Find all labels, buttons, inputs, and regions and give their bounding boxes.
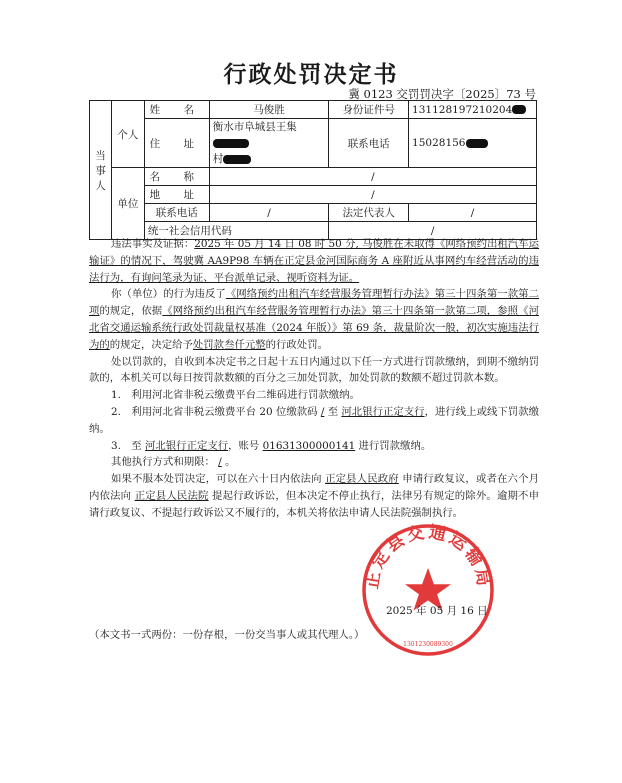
text: 至 — [327, 405, 339, 418]
document-title: 行政处罚决定书 — [223, 62, 399, 88]
text: 提起行政诉讼，但本决定不停止执行，法律另有规定的除外。逾期不申请行政复议、不提起行政诉讼又不履行的，本机关将依法申请人民法院强制执行。 — [89, 489, 539, 519]
violation-paragraph — [89, 286, 539, 353]
other-execution — [89, 454, 539, 471]
redaction-mark — [213, 139, 249, 148]
bank-name: 河北银行正定支行 — [341, 405, 425, 418]
court: 正定县人民法院 — [134, 489, 209, 502]
text: 如果不服本处罚决定，可以在六十日内依法向 — [111, 473, 322, 486]
bank-name: 河北银行正定支行 — [145, 439, 229, 452]
bank-account: 01631300000141 — [262, 439, 356, 452]
unit-label: 单位 — [111, 168, 144, 240]
basis-law: 《网络预约出租汽车经营服务管理暂行办法》第三十四条第一款第二项，参照《河北省交通运输系统行政处罚裁量权基准（2024 年版）》第 69 条，裁量阶次一般，初次实施违法行为的 — [89, 305, 540, 351]
unit-address-label: 地 址 — [144, 186, 209, 204]
other-execution-value: / — [218, 456, 222, 469]
copies-note: （本文书一式两份：一份存根，一份交当事人或其代理人。） — [89, 629, 365, 641]
unit-name-label: 名 称 — [144, 168, 209, 186]
unit-name-value: / — [209, 168, 536, 186]
name-label: 姓 名 — [144, 101, 209, 119]
phone-value: 15028156 — [412, 137, 466, 149]
text: 申请行政复议，或者在六个月内依法向 — [89, 473, 540, 502]
redaction-mark — [466, 139, 488, 148]
payment-paragraph: 处以罚款的，自收到本决定书之日起十五日内通过以下任一方式进行罚款缴纳，到期不缴纳罚款的，本机关可以每日按罚款数额的百分之三加处罚款，加处罚款的数额不超过罚款本数。 — [89, 355, 539, 385]
address-value-cell — [209, 119, 329, 168]
address-value: 衡水市阜城县王集 — [212, 121, 297, 133]
text: 3. 至 — [111, 439, 142, 452]
document-number: 冀 0123 交罚罚决字〔2025〕73 号 — [348, 87, 536, 101]
credit-code-value: / — [329, 222, 537, 240]
text: 你（单位）的行为违反了 — [111, 288, 226, 301]
id-value: 131128197210204 — [412, 103, 513, 116]
seal-number: 1301230089300 — [403, 641, 453, 648]
issue-date: 2025 年 05 月 16 日 — [386, 605, 488, 617]
redaction-mark — [512, 105, 526, 114]
text: ，账号 — [228, 439, 260, 452]
payment-method-2 — [89, 404, 539, 438]
legal-rep-value: / — [409, 204, 537, 222]
penalty: 处罚款叁仟元整 — [192, 338, 266, 351]
facts-label: 违法事实及证据： — [111, 238, 195, 250]
text: 的行政处罚。 — [265, 338, 328, 351]
person-label: 个人 — [111, 101, 144, 168]
phone-label: 联系电话 — [329, 119, 409, 168]
official-seal — [358, 520, 498, 660]
facts-text: 2025 年 05 月 14 日 08 时 50 分, 马俊胜在未取得《网络预约出租汽车运输证》的情况下，驾驶冀 AA9P98 车辆在正定县金河国际商务 A 座附近从事网约车经营活动的违法行为，有询问笔录为证、平台派单记录、视听资料为证。 — [89, 238, 539, 284]
payment-method-3 — [89, 438, 539, 455]
name-value: 马俊胜 — [209, 101, 329, 119]
credit-code-label: 统一社会信用代码 — [144, 222, 328, 240]
party-category-label: 当事人 — [90, 101, 112, 240]
text: 2. 利用河北省非税云缴费平台 20 位缴款码 — [111, 405, 318, 418]
id-value-cell — [409, 101, 537, 119]
payment-method-1: 1. 利用河北省非税云缴费平台二维码进行罚款缴纳。 — [111, 389, 360, 402]
id-label: 身份证件号 — [329, 101, 409, 119]
violated-law: 《网络预约出租汽车经营服务管理暂行办法》第三十四条第一款第二项 — [89, 288, 539, 318]
appeal-paragraph — [89, 471, 539, 521]
text: 的规定，依据 — [99, 305, 163, 318]
address-value-2: 村 — [212, 153, 224, 165]
unit-phone-label: 联系电话 — [144, 204, 209, 222]
payment-code: / — [320, 405, 325, 418]
phone-value-cell — [409, 119, 537, 168]
redaction-mark — [223, 155, 251, 164]
party-table — [89, 100, 537, 240]
decision-body — [89, 236, 539, 522]
unit-phone-value: / — [209, 204, 329, 222]
text: ，进行线上或线下罚款缴纳。 — [89, 405, 539, 435]
review-authority: 正定县人民政府 — [325, 473, 399, 486]
text: 其他执行方式和期限： — [111, 456, 215, 469]
legal-rep-label: 法定代表人 — [329, 204, 409, 222]
address-label: 住 址 — [144, 119, 209, 168]
text: 进行罚款缴纳。 — [358, 439, 432, 452]
text: 。 — [225, 456, 236, 469]
text: 的规定，决定给予 — [109, 338, 193, 351]
seal-text-path: 正定县交通运输局 — [362, 522, 494, 591]
facts-paragraph — [89, 236, 539, 286]
unit-address-value: / — [209, 186, 536, 204]
